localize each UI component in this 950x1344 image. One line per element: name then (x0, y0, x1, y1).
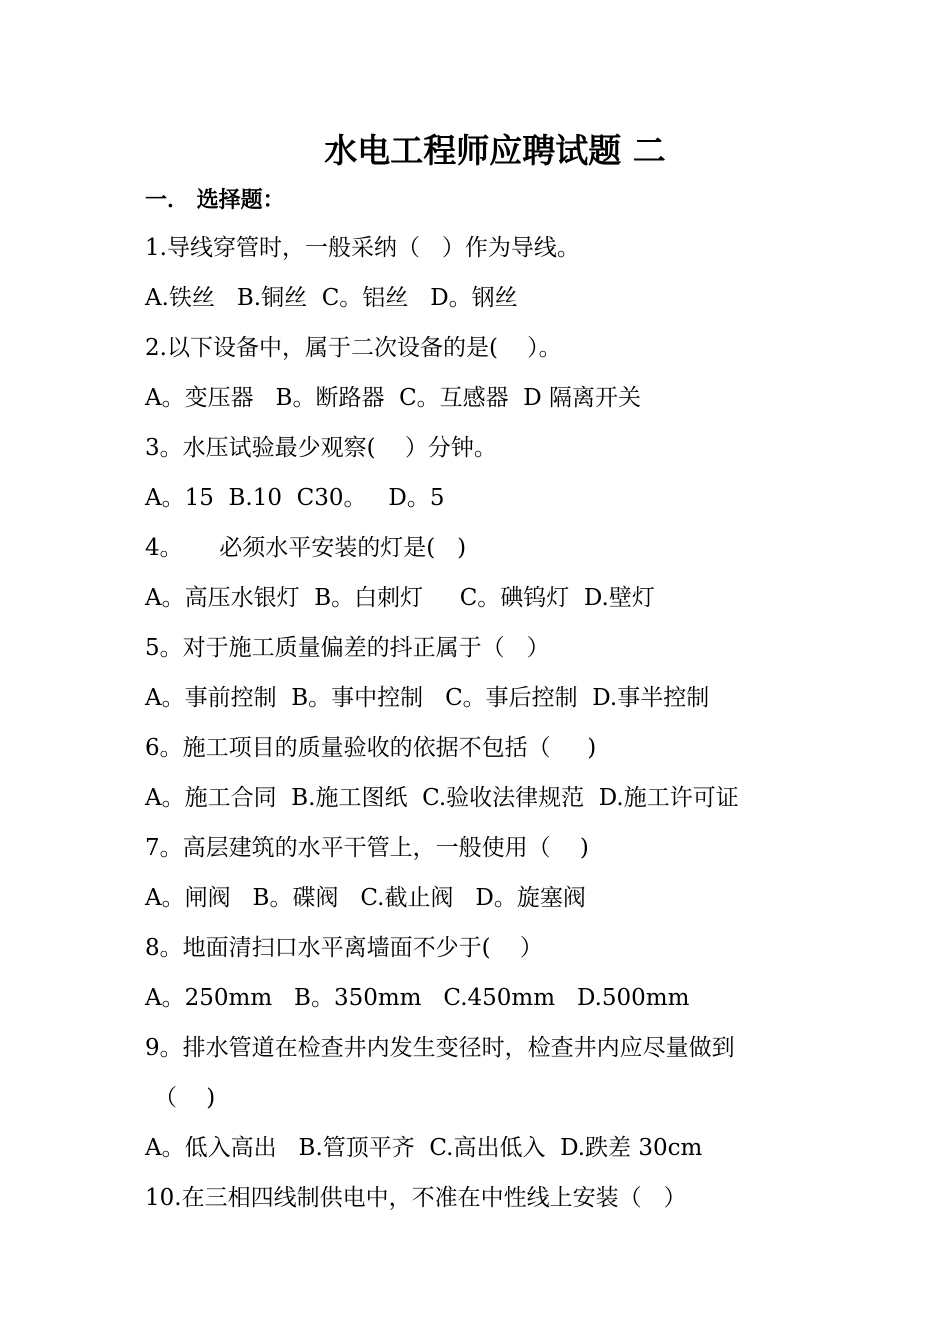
question-7-text: 7。高层建筑的水平干管上，一般使用（ ) (145, 835, 589, 861)
question-4-options: A。高压水银灯 B。白刺灯 C。碘钨灯 D.壁灯 (145, 585, 655, 611)
question-6-options: A。施工合同 B.施工图纸 C.验收法律规范 D.施工许可证 (145, 785, 739, 811)
question-7-options: A。闸阀 B。碟阀 C.截止阀 D。旋塞阀 (145, 885, 586, 911)
question-2-options: A。变压器 B。断路器 C。互感器 D 隔离开关 (145, 385, 642, 411)
question-3-options: A。15 B.10 C30。 D。5 (145, 485, 445, 511)
question-9-text: 9。排水管道在检查井内发生变径时，检查井内应尽量做到 (145, 1035, 735, 1061)
question-1-text: 1.导线穿管时，一般采纳（ ）作为导线。 (145, 235, 580, 261)
question-6-text: 6。施工项目的质量验收的依据不包括（ ) (145, 735, 597, 761)
question-8-text: 8。地面清扫口水平离墙面不少于( ） (145, 935, 543, 961)
question-9-text-continued: （ ) (154, 1085, 216, 1111)
question-9-options: A。低入高出 B.管顶平齐 C.高出低入 D.跌差 30cm (145, 1135, 703, 1161)
question-2-text: 2.以下设备中，属于二次设备的是( ）。 (145, 335, 562, 361)
question-list (145, 231, 845, 1231)
question-5-text: 5。对于施工质量偏差的抖正属于（ ） (145, 635, 550, 661)
page-title: 水电工程师应聘试题 二 (324, 131, 666, 170)
question-4-text: 4。 必须水平安装的灯是( ) (145, 535, 467, 561)
question-3-text: 3。水压试验最少观察( ）分钟。 (145, 435, 497, 461)
question-1-options: A.铁丝 B.铜丝 C。铝丝 D。钢丝 (145, 285, 518, 311)
section-heading: 一． 选择题： (145, 187, 285, 213)
question-10-text: 10.在三相四线制供电中，不准在中性线上安装（ ） (145, 1185, 687, 1211)
question-8-options: A。250mm B。350mm C.450mm D.500mm (145, 985, 690, 1011)
question-5-options: A。事前控制 B。事中控制 C。事后控制 D.事半控制 (145, 685, 710, 711)
